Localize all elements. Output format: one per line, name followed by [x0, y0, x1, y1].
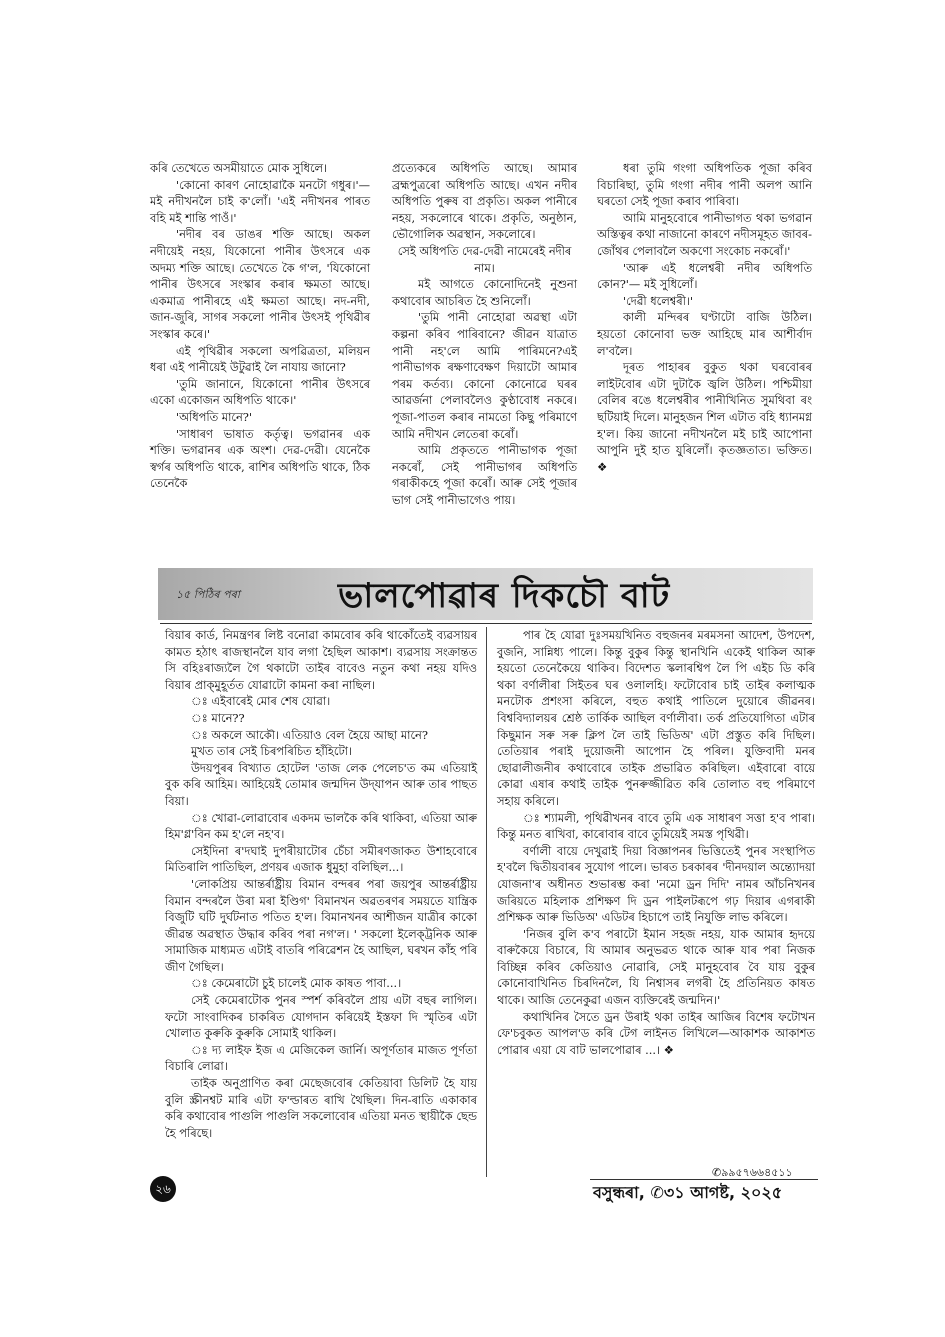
paragraph: সেই কেমেৰাটোক পুনৰ স্পৰ্শ কৰিবলৈ প্ৰায় এটা বছৰ লাগিল। ফটো সাংবাদিকৰ চাকৰিত যোগদান কৰিয়েই ইস্তফা দি স্মৃতিৰ এটা খোলাত কুৰুকি কুৰুকি সোমাই থাকিল। [165, 993, 477, 1041]
paragraph: আমি প্ৰকৃততে পানীভাগক পূজা নকৰোঁ, সেই পানীভাগৰ অধিপতি গৰাকীকহে পূজা কৰোঁ। আৰু সেই পূজাৰ ভাগ সেই পানীভাগেও পায়। [392, 443, 577, 507]
paragraph: 'তুমি জানানে, যিকোনো পানীৰ উৎসৰে একো একোজন অধিপতি থাকে।' [150, 376, 370, 408]
paragraph: কালী মন্দিৰৰ ঘণ্টাটো বাজি উঠিল। হয়তো কোনোবা ভক্ত আহিছে মাৰ আশীৰ্বাদ ল'বলৈ। [597, 310, 812, 358]
paragraph: কথাখিনিৰ সৈতে ড্ৰন উৰাই থকা তাইৰ আজিৰ বিশেষ ফটোখন ফে'চবুকত আপল'ড কৰি টেগ লাইনত লিখিলে—আকাশক আকাশত পোৱাৰ এয়া যে বাট ভালপোৱাৰ ...। ❖ [497, 1009, 815, 1057]
column-divider [486, 627, 487, 1177]
paragraph: 'অধিপতি মানে?' [176, 409, 253, 424]
paragraph: 'কোনো কাৰণ নোহোৱাকৈ মনটো গধুৰ।'—মই নদীখনলৈ চাই ক'লোঁ। 'এই নদীখনৰ পাৰত বহি মই শান্তি পাওঁ।' [150, 177, 370, 225]
paragraph: ঃ কেমেৰাটো চুই চালেই মোক কাষত পাবা...। [191, 976, 402, 991]
paragraph: আমি মানুহবোৰে পানীভাগত থকা ভগৱান অস্তিত্বৰ কথা নাজানো কাৰণে নদীসমূহত জাবৰ-জোঁথৰ পেলাবলৈ অকণো সংকোচ নকৰোঁ।' [597, 210, 812, 258]
paragraph: ধৰা তুমি গংগা অধিপতিক পূজা কৰিব বিচাৰিছা, তুমি গংগা নদীৰ পানী অলপ আনি ঘৰতো সেই পূজা কৰাব পাৰিবা। [597, 161, 812, 209]
paragraph: তাইক অনুপ্ৰাণিত কৰা মেছেজবোৰ কেতিয়াবা ডিলিট হৈ যায় বুলি স্ক্ৰীনশ্বট মাৰি এটা ফ'ল্ডাৰত ৰাখি থৈছিল। দিন-ৰাতি একাকাৰ কৰি কথাবোৰ পাগুলি পাগুলি সকলোবোৰ এতিয়া মনত স্থায়ীকৈ ছেন্ড হৈ পৰিছে। [165, 1076, 477, 1140]
paragraph: এই পৃথিৱীৰ সকলো অপৱিত্ৰতা, মলিয়ন ধৰা এই পানীয়েই উটুৱাই লৈ নাযায় জানো? [150, 343, 370, 375]
top-column-3 [597, 160, 812, 475]
paragraph: 'নদীৰ বৰ ডাঙৰ শক্তি আছে। অকল নদীয়েই নহয়, যিকোনো পানীৰ উৎসৰে এক অদম্য শক্তি আছে। তেখেতে কৈ গ'ল, 'যিকোনো পানীৰ উৎসৰে সংস্কাৰ কৰাৰ ক্ষমতা আছে। একমাত্ৰ পানীৰহে এই ক্ষমতা আছে। নদ-নদী, জান-জুৰি, সাগৰ সকলো পানীৰ উৎসই পৃথিৱীৰ সংস্কাৰ কৰে।' [150, 227, 370, 341]
top-column-1 [150, 160, 370, 492]
paragraph: 'নিজৰ বুলি ক'ব পৰাটো ইমান সহজ নহয়, যাক আমাৰ হৃদয়ে বাৰুকৈয়ে বিচাৰে, যি আমাৰ অনুভৱত থাকে আৰু যাৰ পৰা নিজক বিচ্ছিন্ন কৰিব কেতিয়াও নোৱাৰি, সেই মানুহবোৰ বৈ যায় বুকুৰ কোনোবাখিনিত চিৰদিনলৈ, যি নিশ্বাসৰ লগৰী হৈ প্ৰতিনিয়ত কাষত থাকে। আজি তেনেকুৱা এজন ব্যক্তিৰেই জন্মদিন।' [497, 926, 815, 1008]
title-divider [160, 623, 812, 624]
paragraph: কৰি তেখেতে অসমীয়াতে মোক সুধিলে। [150, 161, 328, 175]
paragraph: 'আৰু এই ধলেশ্বৰী নদীৰ অধিপতি কোন?'— মই সুধিলোঁ। [597, 260, 812, 292]
paragraph: ঃ শ্যামলী, পৃথিৱীখনৰ বাবে তুমি এক সাধাৰণ সত্তা হ'ব পাৰা। কিন্তু মনত ৰাখিবা, কাৰোবাৰ বাবে তুমিয়েই সমস্ত পৃথিৱী। [497, 810, 815, 842]
paragraph: 'দেৱী ধলেশ্বৰী।' [623, 293, 694, 308]
paragraph: সেইদিনা ৰ'দঘাই দুপৰীয়াটোৰ চেঁচা সমীৰণজাকত উশাহবোৰে মিতিৰালি পাতিছিল, প্ৰণয়ৰ এজাক ধুমুহা বলিছিল...। [165, 843, 477, 875]
paragraph: ঃ অকলে আকৌ। এতিয়াও বেল হৈয়ে আছা মানে? [191, 727, 428, 742]
publication-footer: বসুন্ধৰা, ✆৩১ আগষ্ট, ২০২৫ [593, 1183, 783, 1202]
paragraph: 'সাধাৰণ ভাষাত কৰ্তৃত্ব। ভগৱানৰ এক শক্তি। ভগৱানৰ এক অংশ। দেৱ-দেৱী। যেনেকৈ স্বৰ্গৰ অধিপতি থাকে, ৰাশিৰ অধিপতি থাকে, ঠিক তেনেকৈ [150, 426, 370, 491]
page-number: ২৬ [150, 1176, 176, 1202]
paragraph: উদয়পুৰৰ বিখ্যাত হোটেল 'তাজ লেক পেলেচ'ত কম এতিয়াই বুক কৰি আহিম। আহিয়েই তোমাৰ জন্মদিন উদ্‌যাপন আৰু তাৰ পাছত বিয়া। [165, 760, 477, 808]
paragraph: দূৰত পাহাৰৰ বুকুত থকা ঘৰবোৰৰ লাইটবোৰ এটা দুটাকৈ জ্বলি উঠিল। পশ্চিমীয়া বেলিৰ ৰঙে ধলেশ্বৰীৰ পানীখিনিত সুমথিবা ৰং ছটিয়াই দিলে। মানুহজন শিল এটাত বহি ধ্যানমগ্ন হ'ল। কিয় জানো নদীখনলৈ মই চাই আপোনা আপুনি দুই হাত যুৰিলোঁ। কৃতজ্ঞতাত। ভক্তিত। ❖ [597, 360, 812, 474]
top-column-2 [392, 160, 577, 508]
paragraph: প্ৰত্যেকৰে অধিপতি আছে। আমাৰ ব্ৰহ্মপুত্ৰৰো অধিপতি আছে। এখন নদীৰ অধিপতি পুৰুষ বা প্ৰকৃতি। অকল পানীৰে নহয়, সকলোৰে থাকে। প্ৰকৃতি, অনুষ্ঠান, ভৌগোলিক অৱস্থান, সকলোৰে। [392, 161, 577, 242]
paragraph: মুখত তাৰ সেই চিৰপৰিচিত হাঁহিটো। [191, 744, 353, 759]
paragraph: 'তুমি পানী নোহোৱা অৱস্থা এটা কল্পনা কৰিব পাৰিবানে? জীৱন যাত্ৰাত পানী নহ'লে আমি পাৰিমনে?এই পানীভাগক ৰক্ষণাবেক্ষণ দিয়াটো আমাৰ পৰম কৰ্তব্য। কোনো কোনোৱে ঘৰৰ আৱৰ্জনা পেলাবলৈও কুণ্ঠাবোধ নকৰে। পূজা-পাতল কৰাৰ নামতো কিছু পৰিমাণে আমি নদীখন লেতেৰা কৰোঁ। [392, 310, 577, 441]
bottom-column-1 [165, 627, 477, 1141]
bottom-column-2 [497, 627, 815, 1058]
paragraph: বিয়াৰ কাৰ্ড, নিমন্ত্ৰণৰ লিষ্ট বনোৱা কামবোৰ কৰি থাকোঁতেই ব্যৱসায়ৰ কামত হঠাৎ ৰাজস্থানলৈ যাব লগা হৈছিল আকাশ। ব্যৱসায় সংক্ৰান্তত সি বহিঃৰাজ্যলৈ গৈ থকাটো তাইৰ বাবেও নতুন কথা নহয় যদিও বিয়াৰ প্ৰাক্‌মুহূৰ্তত যোৱাটো কামনা কৰা নাছিল। [165, 628, 477, 692]
paragraph: পাৰ হৈ যোৱা দুঃসময়খিনিত বহুজনৰ মৰমসনা আদেশ, উপদেশ, বুজনি, সান্নিধ্য পালে। কিন্তু বুকুৰ কিন্তু স্থানখিনি একেই থাকিল আৰু হয়তো তেনেকৈয়ে থাকিব। বিদেশত স্কলাৰশ্বিপ লৈ পি এইচ ডি কৰি থকা বৰ্ণালীৰা সিইতৰ ঘৰ ওলালহি। ফটোবোৰ চাই তাইৰ কলাত্মক মনটোক প্ৰশংসা কৰিলে, বহুত কথাই পাতিলে দুয়োৰে জীৱনৰ। বিশ্ববিদ্যালয়ৰ শ্ৰেষ্ঠ তাৰ্কিক আছিল বৰ্ণালীবা। তৰ্ক প্ৰতিযোগিতা এটাৰ কিছুমান সৰু সৰু ক্লিপ লৈ তাই ভিডিঅ' এটা প্ৰস্তুত কৰি দিছিল। তেতিয়াৰ পৰাই দুয়োজনী আপোন হৈ পৰিল। যুক্তিবাদী মনৰ ছোৱালীজনীৰ কথাবোৰে তাইক প্ৰভাৱিত কৰিছিল। এইবাৰো বায়ে কোৱা এষাৰ কথাই তাইক পুনৰুজ্জীৱিত কৰি তোলাত বহু পৰিমাণে সহায় কৰিলে। [497, 628, 815, 808]
paragraph: ঃ মানে?? [191, 710, 245, 725]
paragraph: ঃ খোৱা-লোৱাবোৰ একদম ভালকৈ কৰি থাকিবা, এতিয়া আৰু হিম'গ্ল'বিন কম হ'লে নহ'ব। [165, 810, 477, 842]
story-title-bar [158, 568, 813, 620]
author-phone: ✆৯৯৫৭৬৬৪৫১১ [712, 1166, 793, 1179]
paragraph: সেই অধিপতি দেৱ-দেৱী নামেৰেই নদীৰ নাম। [397, 243, 572, 275]
paragraph: ঃ এইবাৰেই মোৰ শেষ যোৱা। [191, 694, 331, 709]
paragraph: 'লোকপ্ৰিয় আন্তৰ্ৰাষ্ট্ৰীয় বিমান বন্দৰৰ পৰা জয়পুৰ আন্তৰ্ৰাষ্ট্ৰীয় বিমান বন্দৰলৈ উৰা মৰা ইণ্ডিগ' বিমানখন অৱতৰণৰ সময়তে যান্ত্ৰিক বিজুটি ঘটি দুৰ্ঘটনাত পতিত হ'ল। বিমানখনৰ আশীজন যাত্ৰীৰ কাকো জীৱন্ত অৱস্থাত উদ্ধাৰ কৰিব পৰা নগ'ল। ' সকলো ইলেক্‌ট্ৰনিক আৰু সামাজিক মাধ্যমত এটাই বাতৰি পৰিৱেশন হৈ আছিল, ঘৰখন কাঁহ পৰি জীণ গৈছিল। [165, 876, 477, 974]
paragraph: মই আগতে কোনোদিনেই নুশুনা কথাবোৰ আচৰিত হৈ শুনিলোঁ। [392, 277, 577, 308]
continued-from-label: ১৫ পিঠিৰ পৰা [176, 588, 240, 601]
paragraph: ঃ দ্য লাইফ ইজ এ মেজিকেল জাৰ্নি। অপূৰ্ণতাৰ মাজত পূৰ্ণতা বিচাৰি লোৱা। [165, 1042, 477, 1074]
story-title: ভালপোৱাৰ দিকচৌ বাট [338, 576, 671, 616]
paragraph: বৰ্ণালী বায়ে দেখুৱাই দিয়া বিজ্ঞাপনৰ ভিত্তিতেই পুনৰ সংস্থাপিত হ'বলৈ দ্বিতীয়বাৰৰ সুযোগ পালে। ভাৰত চৰকাৰৰ 'দীনদয়াল অন্ত্যোদয়া যোজনা'ৰ অধীনত শুভাৰম্ভ কৰা 'নমো ড্ৰন দিদি' নামৰ আঁচনিখনৰ জৰিয়তে মহিলাক প্ৰশিক্ষণ দি ড্ৰন পাইলটৰূপে গঢ় দিয়াৰ এগৰাকী প্ৰশিক্ষক আৰু ভিডিঅ' এডিটৰ হিচাপে তাই নিযুক্তি লাভ কৰিলে। [497, 843, 815, 925]
